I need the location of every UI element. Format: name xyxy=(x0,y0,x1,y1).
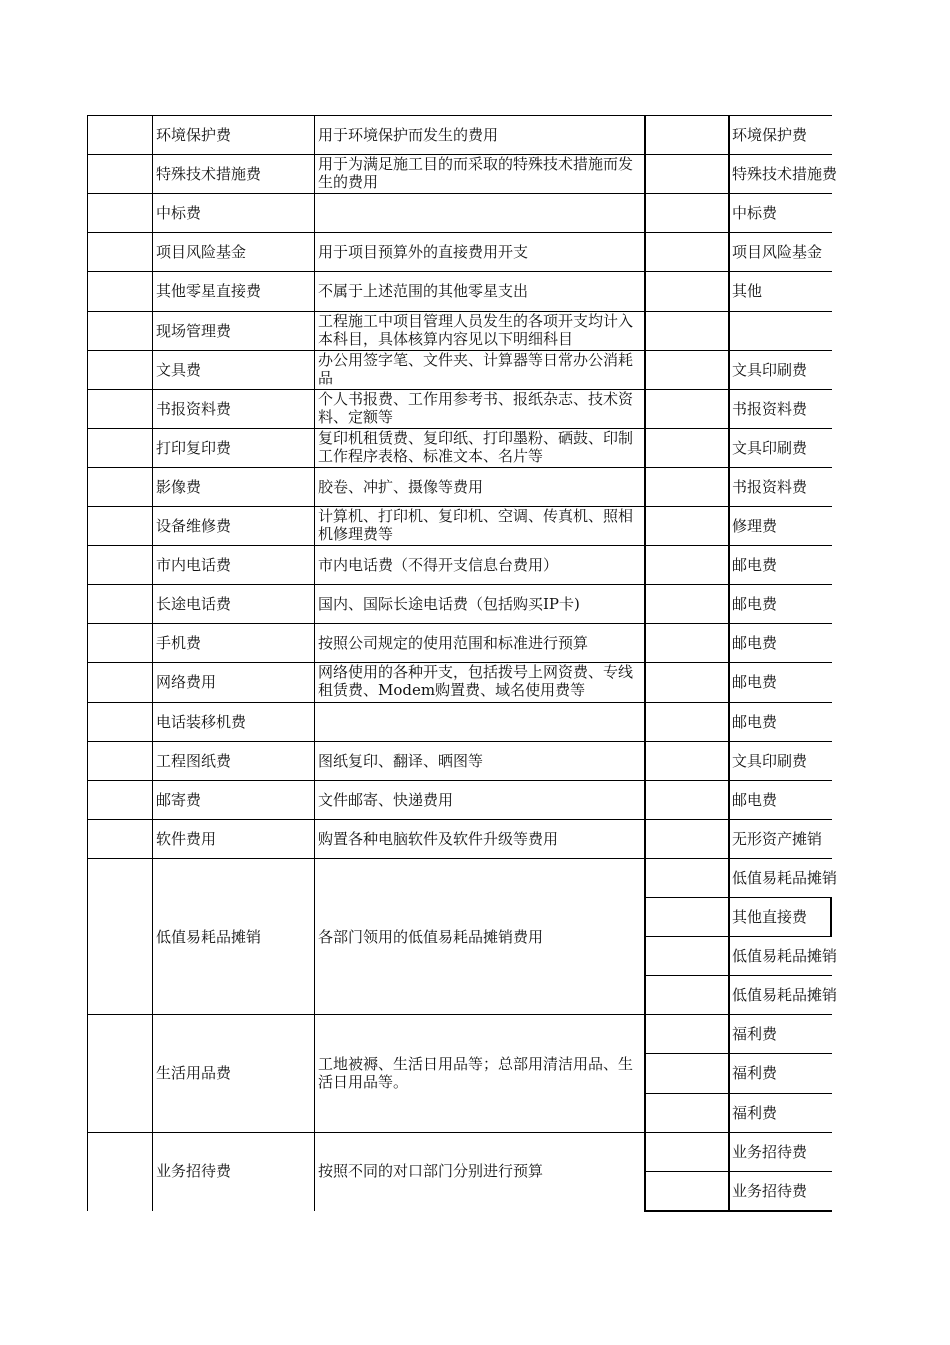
item-name-cell: 手机费 xyxy=(156,634,202,653)
mapped-account-cell: 邮电费 xyxy=(732,673,778,692)
item-name-cell: 中标费 xyxy=(156,204,202,223)
group-description-cell: 工地被褥、生活日用品等；总部用清洁用品、生活日用品等。 xyxy=(318,1055,634,1092)
item-name-cell: 长途电话费 xyxy=(156,595,232,614)
item-name-cell: 工程图纸费 xyxy=(156,751,232,770)
mapped-account-cell: 文具印刷费 xyxy=(732,438,808,457)
item-name-cell: 电话装移机费 xyxy=(156,712,247,731)
mapped-account-cell: 低值易耗品摊销 xyxy=(732,947,838,966)
mapped-account-cell: 福利费 xyxy=(732,1025,778,1044)
mapped-account-cell: 邮电费 xyxy=(732,634,778,653)
grid-line-horizontal xyxy=(644,1210,832,1212)
mapped-account-cell: 邮电费 xyxy=(732,556,778,575)
item-description-cell: 个人书报费、工作用参考书、报纸杂志、技术资料、定额等 xyxy=(318,389,634,426)
item-name-cell: 现场管理费 xyxy=(156,321,232,340)
item-description-cell: 复印机租赁费、复印纸、打印墨粉、硒鼓、印制工作程序表格、标准文本、名片等 xyxy=(318,428,634,465)
group-description-cell: 各部门领用的低值易耗品摊销费用 xyxy=(318,927,544,946)
mapped-account-cell: 文具印刷费 xyxy=(732,751,808,770)
grid-line-vertical xyxy=(830,897,832,936)
item-name-cell: 网络费用 xyxy=(156,673,217,692)
item-name-cell: 软件费用 xyxy=(156,829,217,848)
mapped-account-cell: 福利费 xyxy=(732,1103,778,1122)
item-description-cell xyxy=(314,703,644,741)
mapped-account-cell: 其他直接费 xyxy=(732,908,808,927)
mapped-account-cell: 低值易耗品摊销 xyxy=(732,986,838,1005)
mapped-account-cell: 书报资料费 xyxy=(732,399,808,418)
item-description-cell: 按照公司规定的使用范围和标准进行预算 xyxy=(318,634,589,653)
mapped-account-cell: 中标费 xyxy=(732,204,778,223)
mapped-account-cell: 文具印刷费 xyxy=(732,360,808,379)
item-description-cell: 计算机、打印机、复印机、空调、传真机、照相机修理费等 xyxy=(318,507,634,543)
item-description-cell: 用于环境保护而发生的费用 xyxy=(318,126,499,145)
mapped-account-cell: 低值易耗品摊销 xyxy=(732,868,838,887)
mapped-account-cell: 项目风险基金 xyxy=(732,243,823,262)
mapped-account-cell: 其他 xyxy=(732,282,763,301)
item-description-cell: 市内电话费（不得开支信息台费用） xyxy=(318,556,559,575)
item-name-cell: 环境保护费 xyxy=(156,126,232,145)
item-description-cell: 网络使用的各种开支，包括拨号上网资费、专线租赁费、Modem购置费、域名使用费等 xyxy=(318,663,634,700)
mapped-account-cell: 特殊技术措施费 xyxy=(732,165,838,184)
item-description-cell: 用于项目预算外的直接费用开支 xyxy=(318,243,529,262)
item-description-cell xyxy=(314,194,644,232)
mapped-account-cell: 书报资料费 xyxy=(732,477,808,496)
item-description-cell: 国内、国际长途电话费（包括购买IP卡) xyxy=(318,595,580,614)
group-description-cell: 按照不同的对口部门分别进行预算 xyxy=(318,1162,544,1181)
item-name-cell: 特殊技术措施费 xyxy=(156,165,262,184)
item-name-cell: 影像费 xyxy=(156,477,202,496)
group-name-cell: 生活用品费 xyxy=(156,1064,232,1083)
mapped-account-cell: 邮电费 xyxy=(732,790,778,809)
item-description-cell: 图纸复印、翻译、晒图等 xyxy=(318,751,484,770)
item-name-cell: 打印复印费 xyxy=(156,438,232,457)
item-description-cell: 胶卷、冲扩、摄像等费用 xyxy=(318,477,484,496)
item-description-cell: 购置各种电脑软件及软件升级等费用 xyxy=(318,829,559,848)
item-description-cell: 工程施工中项目管理人员发生的各项开支均计入本科目，具体核算内容见以下明细科目 xyxy=(318,311,634,348)
mapped-account-cell: 修理费 xyxy=(732,517,778,536)
group-name-cell: 业务招待费 xyxy=(156,1162,232,1181)
item-name-cell: 项目风险基金 xyxy=(156,243,247,262)
item-description-cell: 文件邮寄、快递费用 xyxy=(318,790,454,809)
mapped-account-cell: 业务招待费 xyxy=(732,1142,808,1161)
item-name-cell: 其他零星直接费 xyxy=(156,282,262,301)
item-description-cell: 不属于上述范围的其他零星支出 xyxy=(318,282,529,301)
mapped-account-cell: 环境保护费 xyxy=(732,126,808,145)
item-name-cell: 书报资料费 xyxy=(156,399,232,418)
item-description-cell: 办公用签字笔、文件夹、计算器等日常办公消耗品 xyxy=(318,350,634,387)
item-name-cell: 设备维修费 xyxy=(156,517,232,536)
mapped-account-cell: 邮电费 xyxy=(732,595,778,614)
item-name-cell: 文具费 xyxy=(156,360,202,379)
mapped-account-cell: 无形资产摊销 xyxy=(732,829,823,848)
mapped-account-cell: 福利费 xyxy=(732,1064,778,1083)
mapped-account-cell: 邮电费 xyxy=(732,712,778,731)
mapped-account-cell xyxy=(728,312,852,350)
item-description-cell: 用于为满足施工目的而采取的特殊技术措施而发生的费用 xyxy=(318,155,634,192)
item-name-cell: 邮寄费 xyxy=(156,790,202,809)
mapped-account-cell: 业务招待费 xyxy=(732,1181,808,1200)
item-name-cell: 市内电话费 xyxy=(156,556,232,575)
group-name-cell: 低值易耗品摊销 xyxy=(156,927,262,946)
